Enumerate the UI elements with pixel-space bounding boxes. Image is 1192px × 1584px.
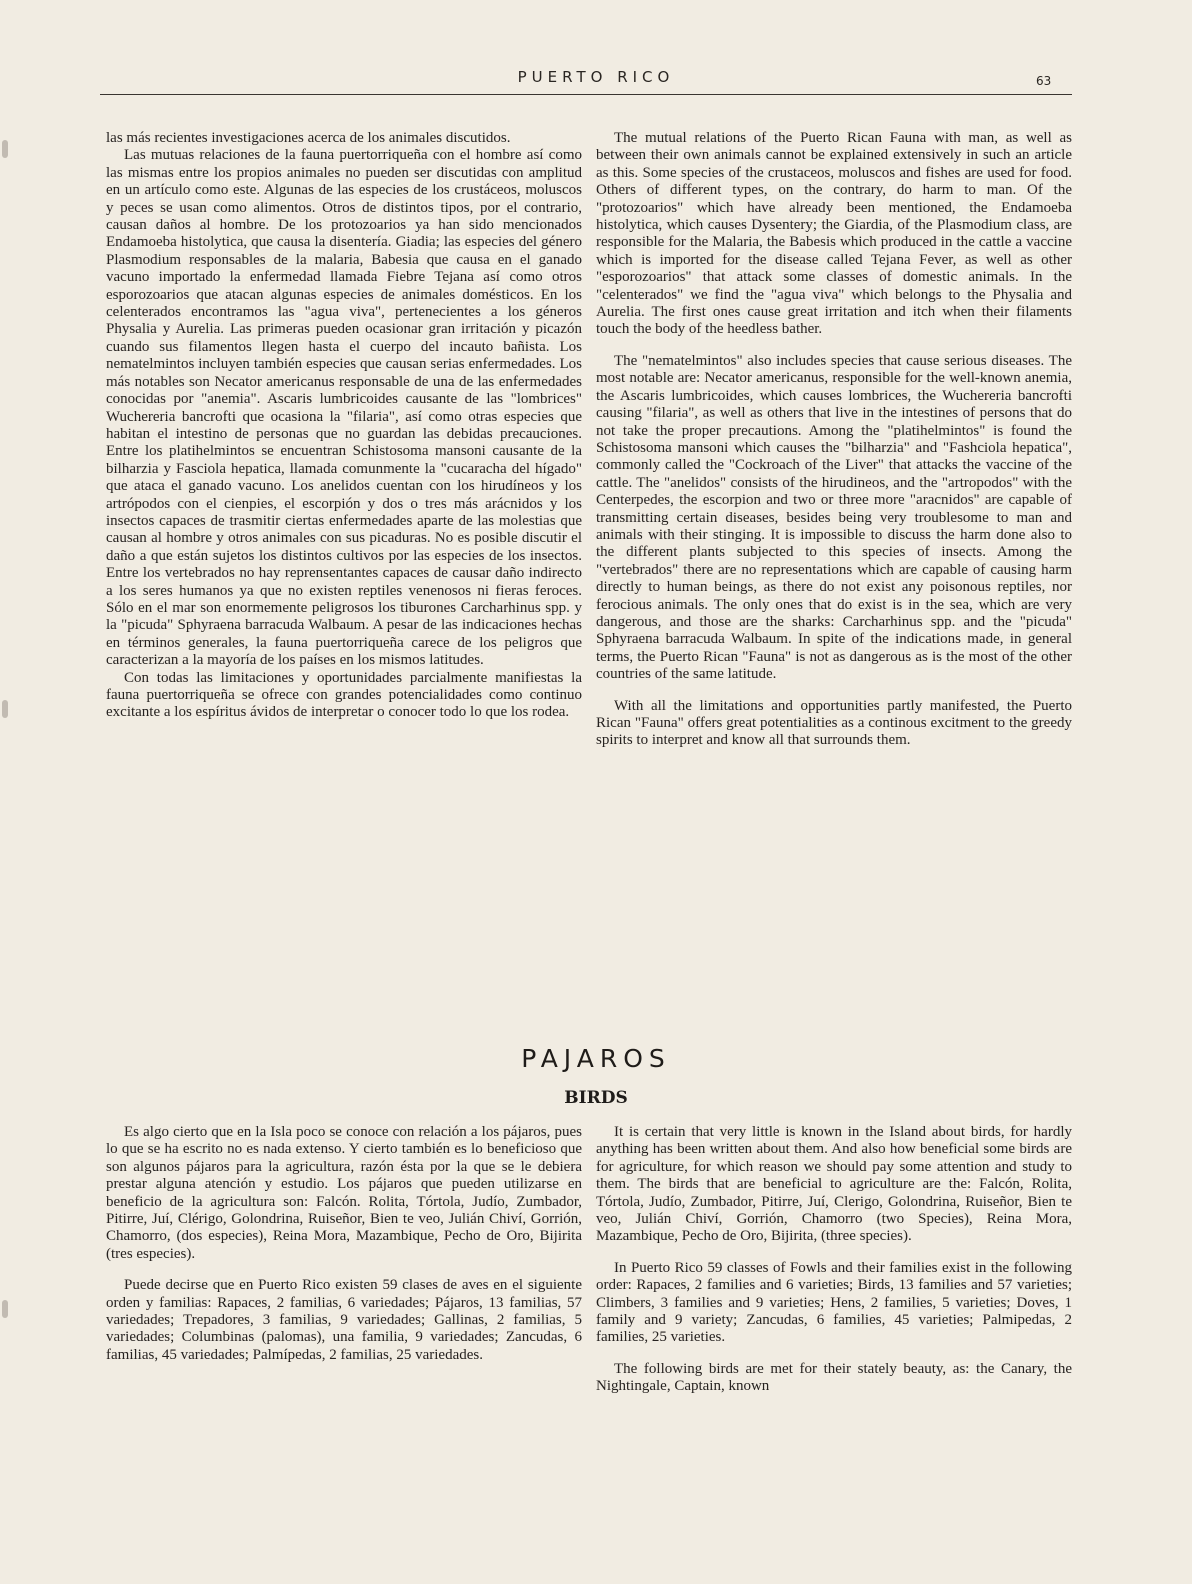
section-title: PAJAROS xyxy=(521,1044,671,1073)
birds-spanish-column xyxy=(106,1124,582,1364)
running-head: PUERTO RICO xyxy=(517,68,675,86)
section-subtitle: BIRDS xyxy=(564,1088,628,1108)
birds-english-column xyxy=(596,1124,1072,1396)
birds-en-paragraph-3: The following birds are met for their stately beauty, as: the Canary, the Nightingale, Captain, known xyxy=(596,1360,1072,1395)
fauna-es-paragraph-2: Las mutuas relaciones de la fauna puertorriqueña con el hombre así como las mismas entre los propios animales no pueden ser discutidas con amplitud en un artículo como este. Algunas de las especies de los crustáceos, moluscos y peces se usan como alimentos. Otros de distintos tipos, por el contrario, causan daños al hombre. De los protozoarios ya han sido mencionados Endamoeba histolytica, que causa la disentería. Giadia; las especies del género Plasmodium responsables de la malaria, Babesia que causa en el ganado vacuno importado la enfermedad llamada Fiebre Tejana así como otros esporozoarios que atacan algunas especies de animales domésticos. En los celenterados encontramos las "agua viva", pertenecientes a los géneros Physalia y Aurelia. Las primeras pueden ocasionar gran irritación y picazón cuando sus filamentos llegen hasta el cuerpo del incauto bañista. Los nematelmintos incluyen también especies que causan serias enfermedades. Los más notables son Necator americanus responsable de una de las enfermedades conocidas por "anemia". Ascaris lumbricoides causante de las "lombrices" Wuchereria bancrofti que ocasiona la "filaria", así como otras especies que habitan el intestino de personas que no guardan las debidas precauciones. Entre los platihelmintos se encuentran Schistosoma mansoni causante de la bilharzia y Fasciola hepatica, llamada comunmente la "cucaracha del hígado" que ataca el ganado vacuno. Los anelidos cuentan con los hirudíneos y los artrópodos con el cienpies, el escorpión y dos o tres más arácnidos y los insectos capaces de trasmitir ciertas enfermedades aparte de las molestias que causan al hombre y otros animales con sus picaduras. No es posible discutir el daño a que están sujetos los distintos cultivos por las especies de los insectos. Entre los vertebrados no hay reprensentantes capaces de causar daño indirecto a los seres humanos ya que no existen reptiles venenosos ni fieras feroces. Sólo en el mar son enormemente peligrosos los tiburones Carcharhinus spp. y la "picuda" Sphyraena barracuda Walbaum. A pesar de las indicaciones hechas en términos generales, la fauna puertorriqueña carece de los peligros que caracterizan a la mayoría de los países en los mismos latitudes. xyxy=(106,147,582,669)
fauna-es-paragraph-1: las más recientes investigaciones acerca de los animales discutidos. xyxy=(106,130,511,146)
fauna-spanish-column xyxy=(106,130,582,722)
fauna-es-paragraph-3: Con todas las limitaciones y oportunidades parcialmente manifiestas la fauna puertorriqueña se ofrece con grandes potencialidades como continuo excitante a los espíritus ávidos de interpretar o conocer todo lo que los rodea. xyxy=(106,669,582,721)
fauna-en-paragraph-3: With all the limitations and opportunities partly manifested, the Puerto Rican "Fauna" offers great potentialities as a continous excitment to the greedy spirits to interpret and know all that surrounds them. xyxy=(596,697,1072,749)
binding-mark xyxy=(2,140,8,158)
fauna-english-column xyxy=(596,130,1072,750)
binding-mark xyxy=(2,700,8,718)
birds-es-paragraph-1: Es algo cierto que en la Isla poco se conoce con relación a los pájaros, pues lo que se ha escrito no es nada extenso. Y cierto también es lo beneficioso que son algunos pájaros para la agricultura, razón ésta por la que se le debiera prestar alguna atención y estudio. Los pájaros que pueden utilizarse en beneficio de la agricultura son: Falcón. Rolita, Tórtola, Judío, Zumbador, Pitirre, Juí, Clérigo, Golondrina, Ruiseñor, Bien te veo, Julián Chiví, Gorrión, Chamorro, (dos especies), Reina Mora, Mazambique, Pecho de Oro, Bijirita (tres especies). xyxy=(106,1124,582,1262)
birds-en-paragraph-2: In Puerto Rico 59 classes of Fowls and their families exist in the following order: Rapaces, 2 families and 6 varieties; Birds, 13 families and 57 varieties; Climbers, 3 families and 9 varieties; Hens, 2 families, 5 varieties; Doves, 1 family and 9 variety; Zancudas, 6 families, 45 varieties; Palmipedas, 2 families, 25 varieties. xyxy=(596,1259,1072,1346)
binding-mark xyxy=(2,1300,8,1318)
birds-en-paragraph-1: It is certain that very little is known in the Island about birds, for hardly anything has been written about them. And also how beneficial some birds are for agriculture, for which reason we should pay some attention and study to them. The birds that are beneficial to agriculture are the: Falcón, Rolita, Tórtola, Judío, Zumbador, Pitirre, Juí, Clerigo, Golondrina, Ruiseñor, Bien te veo, Julián Chiví, Gorrión, Chamorro (two Species), Reina Mora, Mazambique, Pecho de Oro, Bijirita, (three species). xyxy=(596,1124,1072,1245)
fauna-en-paragraph-1: The mutual relations of the Puerto Rican Fauna with man, as well as between their own animals cannot be explained extensively in such an article as this. Some species of the crustaceos, moluscos and fishes are used for food. Others of different types, on the contrary, do harm to man. Of the "protozoarios" which have already been mentioned, the Endamoeba histolytica, which causes Dysentery; the Giardia, of the Plasmodium class, are responsible for the Malaria, the Babesis which produced in the cattle a vaccine which is imported for the disease called Tejana Fever, as well as other "esporozoarios" that attack some classes of domestic animals. In the "celenterados" we find the "agua viva" which belongs to the Physalia and Aurelia. The first ones cause great irritation and itch when their filaments touch the body of the heedless bather. xyxy=(596,130,1072,338)
birds-es-paragraph-2: Puede decirse que en Puerto Rico existen 59 clases de aves en el siguiente orden y familias: Rapaces, 2 familias, 6 variedades; Pájaros, 13 familias, 57 variedades; Trepadores, 3 familias, 9 variedades; Gallinas, 2 familias, 5 variedades; Columbinas (palomas), una familia, 9 variedades; Zancudas, 6 familias, 45 variedades; Palmípedas, 2 familias, 25 variedades. xyxy=(106,1277,582,1363)
page-number: 63 xyxy=(1036,74,1052,88)
header-rule xyxy=(100,94,1072,95)
fauna-en-paragraph-2: The "nematelmintos" also includes species that cause serious diseases. The most notable are: Necator americanus, responsible for the well-known anemia, the Ascaris lumbricoides, which causes lombrices, the Wuchereria bancrofti causing "filaria", as well as others that live in the intestines of persons that do not take the proper precautions. Among the "platihelmintos" is found the Schistosoma mansoni which causes the "bilharzia" and "Fashciola hepatica", commonly called the "Cockroach of the Liver" that attacks the vaccine of the cattle. The "anelidos" consists of the hirudineos, and the "artropodos" with the Centerpedes, the escorpion and two or three more "aracnidos" are capable of transmitting certain diseases, besides being very troublesome to man and animals with their stinging. It is impossible to discuss the harm done also to the different plants subjected to this species of insects. Among the "vertebrados" there are no representations which are capable of causing harm directly to human beings, as there do not exist any poisonous reptiles, nor ferocious animals. The only ones that do exist is in the sea, which are very dangerous, and those are the sharks: Carcharhinus spp. and the "picuda" Sphyraena barracuda Walbaum. In spite of the indications made, in general terms, the Puerto Rican "Fauna" is not as dangerous as is the most of the other countries of the same latitude. xyxy=(596,352,1072,683)
